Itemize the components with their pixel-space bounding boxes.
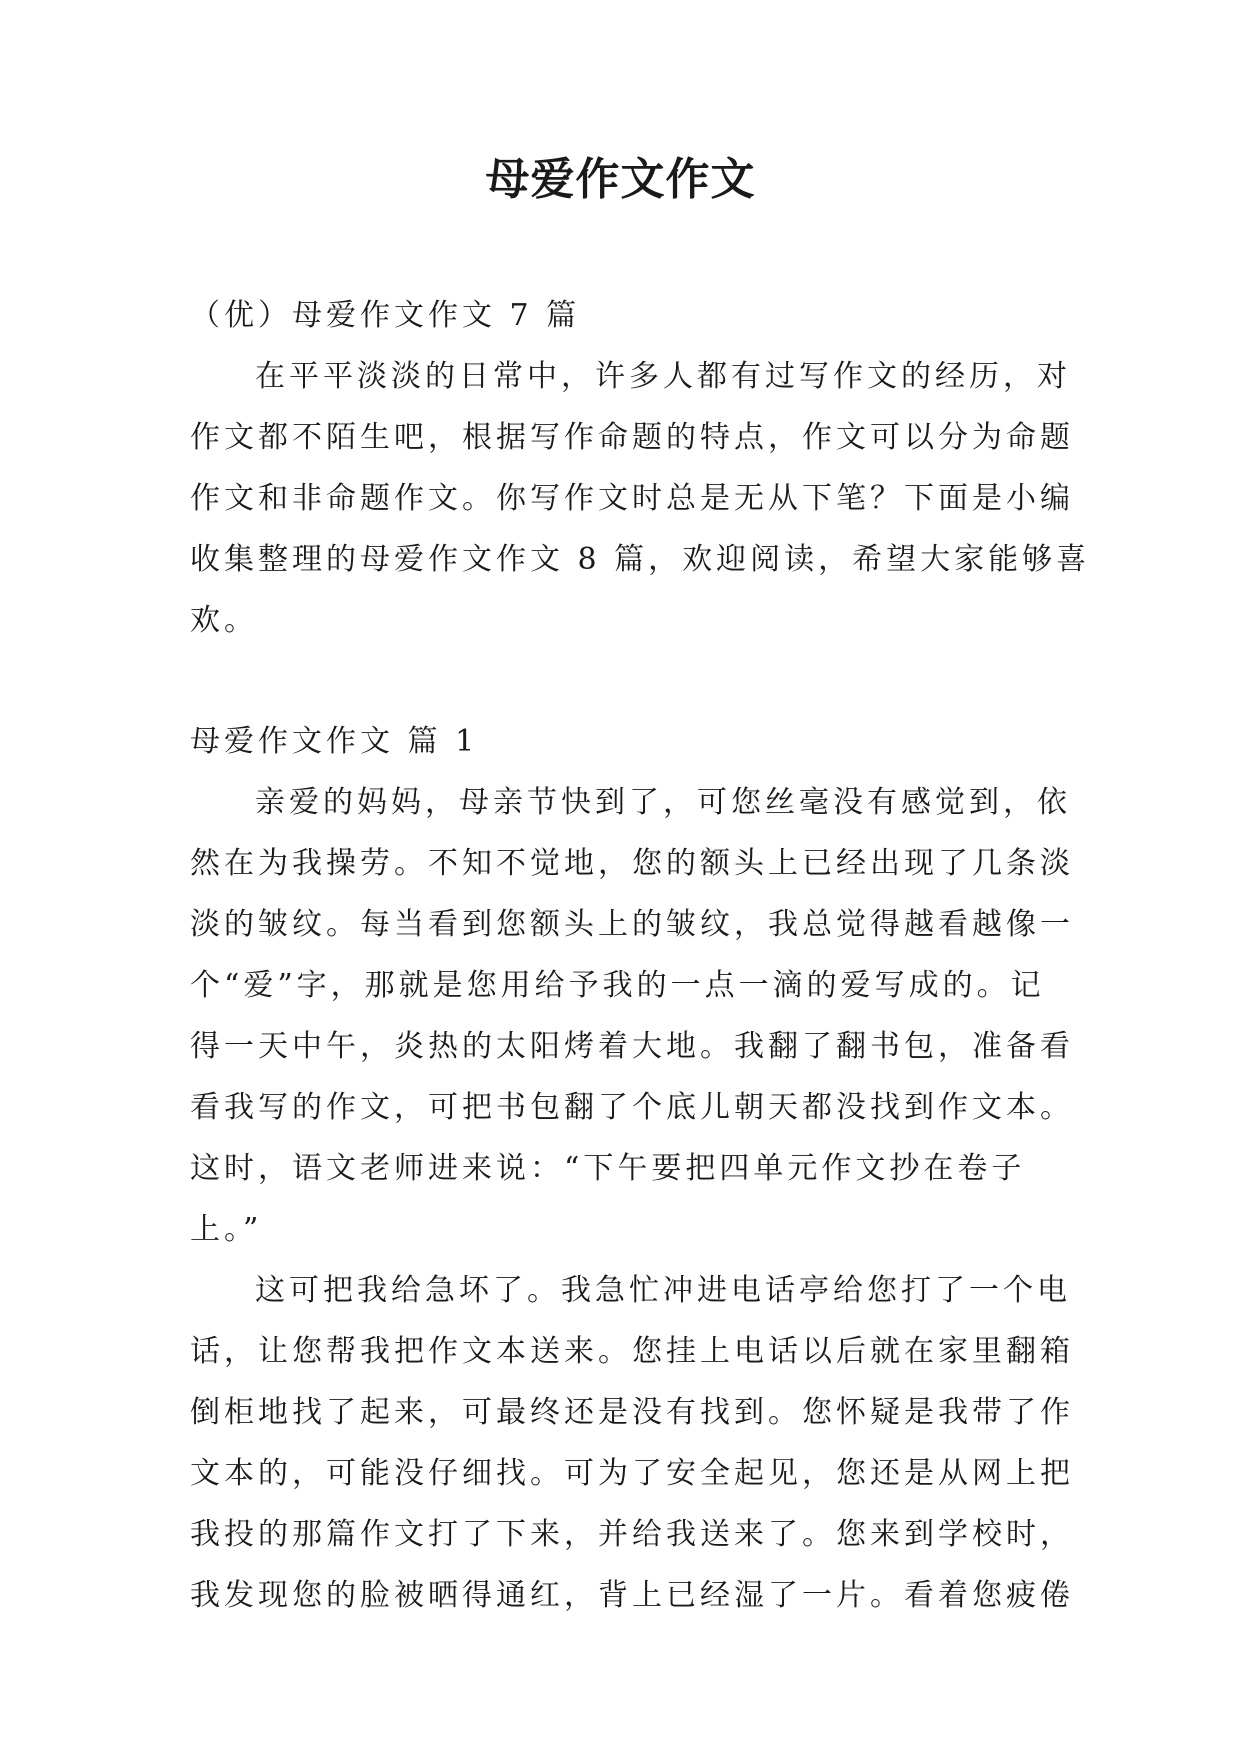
paragraph-line: 这可把我给急坏了。我急忙冲进电话亭给您打了一个电	[255, 1273, 1071, 1308]
section-heading: 母爱作文作文 篇 1	[190, 724, 479, 759]
document-subtitle: （优）母爱作文作文 7 篇	[190, 298, 581, 333]
section-spacer	[190, 651, 1060, 711]
paragraph-line: 倒柜地找了起来，可最终还是没有找到。您怀疑是我带了作	[190, 1395, 1074, 1430]
paragraph-line: 然在为我操劳。不知不觉地，您的额头上已经出现了几条淡	[190, 846, 1074, 881]
paragraph-line: 这时，语文老师进来说：“下午要把四单元作文抄在卷子	[190, 1151, 1026, 1186]
paragraph-line: 文本的，可能没仔细找。可为了安全起见，您还是从网上把	[190, 1456, 1074, 1491]
paragraph-line: 得一天中午，炎热的太阳烤着大地。我翻了翻书包，准备看	[190, 1029, 1074, 1064]
intro-line: 欢。	[190, 603, 258, 638]
paragraph-line: 亲爱的妈妈，母亲节快到了，可您丝毫没有感觉到，依	[255, 785, 1071, 820]
paragraph-line: 看我写的作文，可把书包翻了个底儿朝天都没找到作文本。	[190, 1090, 1074, 1125]
paragraph-line: 话，让您帮我把作文本送来。您挂上电话以后就在家里翻箱	[190, 1334, 1074, 1369]
document-title: 母爱作文作文	[485, 154, 756, 205]
paragraph-line: 上。”	[190, 1212, 263, 1247]
intro-line: 在平平淡淡的日常中，许多人都有过写作文的经历，对	[255, 359, 1071, 394]
intro-line: 作文都不陌生吧，根据写作命题的特点，作文可以分为命题	[190, 420, 1074, 455]
document-body	[190, 285, 1091, 1626]
intro-line: 收集整理的母爱作文作文 8 篇，欢迎阅读，希望大家能够喜	[190, 542, 1091, 577]
paragraph-line: 我发现您的脸被晒得通红，背上已经湿了一片。看着您疲倦	[190, 1578, 1074, 1613]
intro-line: 作文和非命题作文。你写作文时总是无从下笔？下面是小编	[190, 481, 1074, 516]
paragraph-line: 淡的皱纹。每当看到您额头上的皱纹，我总觉得越看越像一	[190, 907, 1074, 942]
paragraph-line: 我投的那篇作文打了下来，并给我送来了。您来到学校时，	[190, 1517, 1074, 1552]
paragraph-line: 个“爱”字，那就是您用给予我的一点一滴的爱写成的。记	[190, 968, 1045, 1003]
